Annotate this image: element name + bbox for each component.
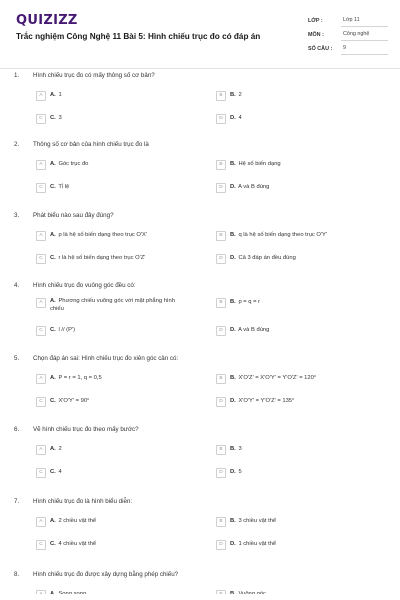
option-text bbox=[50, 91, 62, 99]
option-key: B. bbox=[230, 232, 236, 238]
answer-option-d[interactable] bbox=[216, 183, 366, 193]
option-letter-box: A bbox=[36, 374, 46, 384]
option-text bbox=[50, 326, 75, 334]
answer-option-d[interactable] bbox=[216, 468, 366, 478]
option-text bbox=[50, 540, 96, 548]
option-text bbox=[50, 114, 62, 122]
option-key: D. bbox=[230, 115, 236, 121]
question-text: Thông số cơ bản của hình chiếu trục đo là bbox=[33, 141, 149, 148]
question-number: 3. bbox=[14, 212, 20, 219]
question-number: 6. bbox=[14, 426, 20, 433]
option-letter-box: B bbox=[216, 445, 226, 455]
option-body: p = q = r bbox=[238, 299, 261, 305]
option-text bbox=[230, 326, 269, 334]
option-key: B. bbox=[230, 518, 236, 524]
option-text bbox=[230, 231, 327, 239]
option-key: D. bbox=[230, 469, 236, 475]
option-letter-box: D bbox=[216, 397, 226, 407]
option-text bbox=[230, 468, 242, 476]
option-letter-box: C bbox=[36, 183, 46, 193]
option-letter-box: C bbox=[36, 254, 46, 264]
option-body: q là hệ số biến dạng theo trục O'Y' bbox=[238, 232, 328, 238]
option-letter-box: A bbox=[36, 231, 46, 241]
option-key: B. bbox=[230, 161, 236, 167]
answer-option-b[interactable] bbox=[216, 91, 366, 101]
option-letter-box: A bbox=[36, 298, 46, 308]
option-body: Cả 3 đáp án đều đúng bbox=[238, 255, 296, 261]
option-body: Tỉ lệ bbox=[58, 184, 70, 190]
option-text bbox=[230, 183, 269, 191]
meta-label-subject: MÔN : bbox=[308, 32, 324, 38]
option-text bbox=[230, 374, 316, 382]
option-text bbox=[230, 114, 242, 122]
meta-value-class: Lớp 11 bbox=[341, 15, 388, 27]
answer-option-a[interactable] bbox=[36, 445, 186, 455]
option-key: C. bbox=[50, 541, 56, 547]
option-key: D. bbox=[230, 255, 236, 261]
header-divider bbox=[0, 68, 400, 69]
option-body: 4 chiều vật thể bbox=[58, 541, 97, 547]
option-key: C. bbox=[50, 184, 56, 190]
answer-option-c[interactable] bbox=[36, 114, 186, 124]
question-number: 4. bbox=[14, 282, 20, 289]
option-key: A. bbox=[50, 298, 56, 304]
option-text bbox=[50, 298, 186, 313]
option-letter-box: D bbox=[216, 254, 226, 264]
option-letter-box: B bbox=[216, 298, 226, 308]
question-text: Hình chiếu trục đo có mấy thông số cơ bản? bbox=[33, 72, 155, 79]
option-key: B. bbox=[230, 299, 236, 305]
meta-label-class: LỚP : bbox=[308, 18, 323, 24]
answer-option-d[interactable] bbox=[216, 540, 366, 550]
option-key: D. bbox=[230, 398, 236, 404]
answer-option-a[interactable] bbox=[36, 298, 186, 313]
option-text bbox=[50, 254, 145, 262]
option-body: 5 bbox=[238, 469, 242, 475]
question-number: 7. bbox=[14, 498, 20, 505]
option-text bbox=[50, 374, 102, 382]
option-letter-box: A bbox=[36, 160, 46, 170]
option-body: A và B đúng bbox=[238, 184, 270, 190]
option-letter-box: C bbox=[36, 468, 46, 478]
option-text bbox=[50, 468, 62, 476]
option-key: C. bbox=[50, 469, 56, 475]
question-text: Hình chiếu trục đo vuông góc đều có: bbox=[33, 282, 136, 289]
option-body: Phương chiếu vuông góc với mặt phẳng hình chiếu bbox=[50, 298, 175, 312]
answer-option-b[interactable] bbox=[216, 298, 366, 308]
option-text bbox=[50, 517, 96, 525]
option-body: X'O'Y' = Y'O'Z' = 135° bbox=[238, 398, 295, 404]
question-text: Hình chiếu trục đo là hình biểu diễn: bbox=[33, 498, 133, 505]
option-letter-box: B bbox=[216, 91, 226, 101]
answer-option-a[interactable] bbox=[36, 374, 186, 384]
answer-option-d[interactable] bbox=[216, 397, 366, 407]
option-key: B. bbox=[230, 446, 236, 452]
answer-option-b[interactable] bbox=[216, 160, 366, 170]
option-key: C. bbox=[50, 255, 56, 261]
option-text bbox=[230, 91, 242, 99]
meta-value-subject: Công nghệ bbox=[341, 29, 388, 41]
option-body: 2 chiều vật thể bbox=[58, 518, 97, 524]
question-text: Vẽ hình chiếu trục đo theo mấy bước? bbox=[33, 426, 139, 433]
option-body: X'O'Z' = X'O'Y' = Y'O'Z' = 120° bbox=[238, 375, 317, 381]
option-text bbox=[50, 160, 88, 168]
quiz-title: Trắc nghiệm Công Nghệ 11 Bài 5: Hình chiếu trục đo có đáp án bbox=[16, 32, 261, 41]
option-letter-box: A bbox=[36, 517, 46, 527]
option-body: 2 bbox=[238, 92, 242, 98]
option-body: Hệ số biến dạng bbox=[238, 161, 281, 167]
option-body: Góc trục đo bbox=[58, 161, 89, 167]
answer-option-b[interactable] bbox=[216, 374, 366, 384]
option-body: p là hệ số biến dạng theo trục O'X' bbox=[58, 232, 148, 238]
option-text bbox=[230, 397, 294, 405]
option-letter-box: D bbox=[216, 183, 226, 193]
option-letter-box: A bbox=[36, 91, 46, 101]
page-bottom-edge bbox=[0, 594, 400, 600]
question-text: Chọn đáp án sai: Hình chiếu trục đo xiên góc cân có: bbox=[33, 355, 179, 362]
option-key: B. bbox=[230, 92, 236, 98]
option-key: D. bbox=[230, 184, 236, 190]
option-key: D. bbox=[230, 541, 236, 547]
quiz-header bbox=[0, 0, 400, 68]
question-text: Hình chiếu trục đo được xây dựng bằng phép chiếu? bbox=[33, 571, 179, 578]
option-key: C. bbox=[50, 115, 56, 121]
meta-value-question-count: 9 bbox=[341, 43, 388, 55]
answer-option-a[interactable] bbox=[36, 91, 186, 101]
option-body: 4 bbox=[238, 115, 242, 121]
answer-option-b[interactable] bbox=[216, 231, 366, 241]
option-text bbox=[50, 183, 69, 191]
meta-row-subject bbox=[308, 28, 388, 42]
option-key: A. bbox=[50, 375, 56, 381]
meta-row-question-count bbox=[308, 42, 388, 56]
option-body: 4 bbox=[58, 469, 62, 475]
quiz-meta bbox=[308, 14, 388, 56]
option-body: 3 chiều vật thể bbox=[238, 518, 277, 524]
option-key: B. bbox=[230, 375, 236, 381]
answer-option-a[interactable] bbox=[36, 160, 186, 170]
question-number: 8. bbox=[14, 571, 20, 578]
option-text bbox=[50, 397, 89, 405]
option-text bbox=[230, 445, 242, 453]
option-letter-box: C bbox=[36, 326, 46, 336]
option-text bbox=[230, 298, 260, 306]
answer-option-c[interactable] bbox=[36, 540, 186, 550]
option-text bbox=[230, 517, 276, 525]
option-letter-box: D bbox=[216, 540, 226, 550]
option-body: A và B đúng bbox=[238, 327, 270, 333]
answer-option-c[interactable] bbox=[36, 326, 186, 336]
option-body: P = r = 1, q = 0,5 bbox=[58, 375, 102, 381]
question-text: Phát biểu nào sau đây đúng? bbox=[33, 212, 114, 219]
question-number: 1. bbox=[14, 72, 20, 79]
answer-option-b[interactable] bbox=[216, 517, 366, 527]
answer-option-d[interactable] bbox=[216, 114, 366, 124]
question-number: 5. bbox=[14, 355, 20, 362]
answer-option-c[interactable] bbox=[36, 468, 186, 478]
meta-row-class bbox=[308, 14, 388, 28]
option-body: X'O'Y' = 90° bbox=[58, 398, 90, 404]
option-letter-box: B bbox=[216, 517, 226, 527]
question-number: 2. bbox=[14, 141, 20, 148]
answer-option-d[interactable] bbox=[216, 326, 366, 336]
option-text bbox=[230, 540, 276, 548]
option-letter-box: B bbox=[216, 374, 226, 384]
option-letter-box: D bbox=[216, 468, 226, 478]
answer-option-d[interactable] bbox=[216, 254, 366, 264]
answer-option-a[interactable] bbox=[36, 231, 186, 241]
option-key: C. bbox=[50, 398, 56, 404]
option-letter-box: D bbox=[216, 326, 226, 336]
option-body: 1 bbox=[58, 92, 62, 98]
option-key: A. bbox=[50, 518, 56, 524]
option-text bbox=[230, 254, 296, 262]
option-body: 3 bbox=[238, 446, 242, 452]
option-key: A. bbox=[50, 161, 56, 167]
answer-option-c[interactable] bbox=[36, 183, 186, 193]
answer-option-a[interactable] bbox=[36, 517, 186, 527]
option-key: A. bbox=[50, 232, 56, 238]
option-letter-box: B bbox=[216, 160, 226, 170]
option-text bbox=[50, 231, 147, 239]
option-body: 3 bbox=[58, 115, 62, 121]
option-body: l // (P') bbox=[58, 327, 76, 333]
meta-label-question-count: SỐ CÂU : bbox=[308, 46, 333, 52]
option-letter-box: C bbox=[36, 397, 46, 407]
answer-option-c[interactable] bbox=[36, 397, 186, 407]
option-body: r là hệ số biến dạng theo trục O'Z' bbox=[58, 255, 146, 261]
option-key: D. bbox=[230, 327, 236, 333]
option-body: 2 bbox=[58, 446, 62, 452]
option-body: 1 chiều vật thể bbox=[238, 541, 277, 547]
option-letter-box: C bbox=[36, 114, 46, 124]
option-letter-box: C bbox=[36, 540, 46, 550]
answer-option-c[interactable] bbox=[36, 254, 186, 264]
option-letter-box: A bbox=[36, 445, 46, 455]
option-text bbox=[50, 445, 62, 453]
option-key: C. bbox=[50, 327, 56, 333]
option-key: A. bbox=[50, 92, 56, 98]
quizizz-logo: QUIZIZZ bbox=[16, 13, 78, 28]
option-letter-box: D bbox=[216, 114, 226, 124]
answer-option-b[interactable] bbox=[216, 445, 366, 455]
option-key: A. bbox=[50, 446, 56, 452]
option-text bbox=[230, 160, 281, 168]
option-letter-box: B bbox=[216, 231, 226, 241]
